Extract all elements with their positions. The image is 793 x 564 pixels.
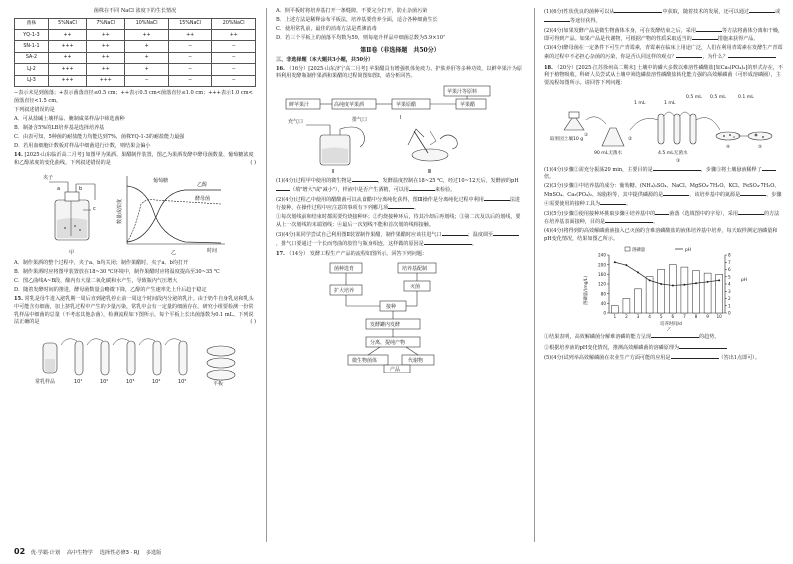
table-header-cell: 菌株 [15,18,49,29]
q18-part2: (2)(3分)步骤③中培养基的成分：葡萄糖、(NH₄)₂SO₄、NaCl、MgSO₄·7H₂O、KCl、FeSO₄·7H₂O、MnSO₄、Ca₃(PO₄)₂、琼脂粉等，其中提供磷源的是 ，该培养基中的氮源是 。步骤④需要使用的接种工具为 。 [544,183,782,207]
figure-label-yi: 乙 [171,249,177,256]
q13-options [14,116,256,151]
label-1ml-a: 1 mL [634,100,646,106]
table-cell: YQ-1-3 [15,30,49,41]
q17-blank-3[interactable] [544,17,570,22]
q17-part1: (1)(6分)性状优良的菌种可以从 中获取，随着技术的发展，还可以通过 或等途径获得。 [544,9,781,24]
q18-part3: (3)(5分)步骤⑤使用接种环挑取步骤④培养基中的 菌落（选填图中的字母），采用 的方法在培养基表面接种，目的是 。 [544,210,780,226]
dilution-tube [75,341,83,375]
q13-stem: 下列叙述错误的是 [14,106,55,113]
label-05ml-a: 0.5 mL [686,94,702,100]
option-C[interactable]: C．使用常乳前，最佳的消毒方法是煮沸消毒 [276,26,377,33]
q17-blank-6[interactable] [676,53,702,58]
bar-phosphate [635,289,642,313]
option-B[interactable]: B．上述方法是稀释涂布平板法，培养基要营养全面，适合各种细菌生长 [276,17,438,24]
flow-apple-vinegar: 苹果醋 [460,102,476,109]
table-header-cell: 20%NaCl [212,18,256,29]
flow-high-purity-wine: 高纯度苹果酒 [334,102,365,109]
label-01ml: 0.1 mL [738,94,754,100]
table-cell: − [168,64,212,75]
label-step-2: ② [628,136,633,142]
x-tick-label: 4 [648,314,651,320]
bar-phosphate [681,268,688,314]
ph-point [614,262,616,264]
q17-part2: (2)(4分)如果发酵产品是微生物菌体本身，可在发酵结束之后，采用 等方法将菌体分离和干燥，即可得到产品。如果产品是代谢物，可根据产物的性质采取适当的 措施来获得产品。 [544,27,784,43]
page-footer [14,546,161,558]
q18-source: （20分）[2025·江苏徐州高二期末] [554,64,636,71]
flow-product: 产品 [390,366,401,373]
q18-stem-line [544,65,784,88]
figure-label-I: Ⅰ [400,115,402,122]
table-cell: LJ-3 [15,75,49,86]
ph-point [683,284,685,286]
q16-part2: (2)(4分)过程乙中使用的醋酸菌可以从食醋中分离纯化获得，图Ⅲ操作是分离纯化过程中利用 法进行接种，在操作过程中应注意的事项有下列哪几项 。 [276,196,521,212]
option-A[interactable]: A．制作果酒的整个过程中，夹子a、b均关闭；制作果醋时，夹子a、b均打开 [14,259,189,266]
label-step-4: ④ [726,144,731,150]
q18-blank-3[interactable] [663,191,689,196]
table-cell: + [125,52,169,63]
q16-blank-5[interactable] [388,204,414,209]
legend-line-label: pH [685,248,692,254]
salt-table [14,18,256,87]
bar-phosphate [646,277,653,313]
q16-stem-line [276,66,524,81]
ph-point [625,265,627,267]
dilution-label: 10³ [126,378,135,385]
x-tick-label: 5 [659,314,663,320]
y-tick-label-left: 200 [598,262,606,268]
ph-point [649,280,651,282]
label-ethanol: 乙醇 [197,181,208,188]
ph-point [695,283,697,285]
label-glucose: 葡萄糖 [153,177,169,184]
table-cell: ++ [87,30,125,41]
table-cell: +++ [48,64,86,75]
dilution-diagram [35,339,235,387]
q15-figure [25,329,245,387]
table-header-cell: 7%NaCl [87,18,125,29]
table-cell: − [125,75,169,86]
q16-source: （16分）[2025·山东济宁高二月考] [286,65,368,72]
yeast-curve [127,199,221,242]
q16-blank-8[interactable] [424,240,472,245]
q18-after-3: (5)(4分)试列举高效解磷菌在农业生产方面可能的应用是 （答出1点即可）。 [544,354,760,361]
y-tick-label-left: 160 [598,272,606,278]
q18-part1: (1)(4分)步骤②需充分振荡20 min，主要目的是 ，步骤③将土壤悬液稀释了倍。 [544,166,784,182]
q15-number: 15. [14,296,23,303]
transfer-arrow [113,339,129,345]
dilution-tube [101,341,109,375]
q18-blank-7[interactable] [738,210,764,215]
flow-sterilize: 灭菌 [410,283,421,290]
footer-book: 高中生物学 [66,550,93,556]
q14-bracket: ( ) [250,159,256,166]
q18-after-1: ①结果表明，高效解磷菌分解难溶磷的能力呈现 的趋势。 [544,334,720,341]
option-B[interactable]: B．制作果酒时应将图甲装置放在18~30 ℃环境中，制作果醋时应将温度提高至30~35 ℃ [14,268,220,275]
q17-blank-5[interactable] [692,35,718,40]
q18-blank-10[interactable] [679,344,727,349]
figure-label-III: Ⅲ [428,169,432,176]
phosphate-chart [579,245,749,331]
column-3 [544,8,784,364]
flow-inoculate: 接种 [386,303,397,310]
ph-point [637,272,639,274]
part-2-title: 第Ⅱ卷（非选择题 共50分） [360,46,440,54]
ph-point [707,281,709,283]
dilution-label: 10⁵ [178,378,187,385]
flow-microbial-biomass: 微生物菌体 [352,357,378,364]
label-milk-sample: 常乳样品 [35,378,56,385]
table-cell: − [168,41,212,52]
x-tick-label: 9 [706,314,709,320]
table-header-cell: 10%NaCl [125,18,169,29]
option-A[interactable]: A．倒平板时将培养基打开一条缝隙，不要完全打开，防止杂菌污染 [276,8,428,14]
flow-tank-fermentation: 发酵罐内发酵 [370,321,401,328]
y-tick-label-right: 7 [728,260,731,266]
table-cell: − [168,52,212,63]
flow-separate-purify: 分离、提纯产物 [370,339,406,346]
y-tick-label-left: 40 [600,301,606,307]
dilution-tube [127,341,135,375]
y-tick-label-right: 5 [728,274,731,280]
q17-blank-7[interactable] [728,53,776,58]
q14-figure [35,170,235,258]
q16-streak-notes: ①每次划线前和结束时都需要灼烧接种环；②灼烧接种环后，待其冷却后再划线；③第二次及以后的划线，要从上一次划线的末端划线；④最后一次划线不能和首次划的线相接触。 [276,214,521,229]
label-step-3: ③ [676,158,681,164]
y-tick-label-right: 4 [728,282,731,288]
q18-number: 18. [544,64,553,71]
q18-blank-5[interactable] [600,200,626,205]
q18-blank-11[interactable] [671,354,719,359]
table-header-row [15,18,256,29]
x-axis-label: 培养时间/d [660,322,682,328]
legend-bar-swatch [625,247,630,251]
table-cell: ++ [125,30,169,41]
q16-blank-1[interactable] [352,177,378,182]
dilution-tube [153,341,161,375]
q16-stem: 苹果醋具有增强机体免疫力、护肤养肝等多种功效，以鲜苹果汁为原料利用发酵瓶制作果酒和果醋的过程简图如图Ⅰ，请分析回答。 [276,65,523,80]
bar-phosphate [611,306,618,313]
x-tick-label: 1 [613,314,617,320]
table-cell: +++ [48,75,86,86]
glucose-curve [127,186,221,243]
q17-flowchart [320,261,480,373]
option-D[interactable]: D．若三个平板上的菌落平均数为59，则每毫升样品中细菌总数为5.9×10⁷ [276,35,445,42]
q15-stem: 常乳是母牛进入泌乳期一周后直到泌乳停止前一周这个时间段内分泌的乳汁。由于奶牛自身乳房和乳头中可能含有细菌，加上挤乳过程中产生的少量污染，常乳中会有一定量的细菌存在。研究小组要检测一份常乳样品中细菌的总量（不考虑其他杂菌），检测流程如下图所示，每个平板上长出菌落数为0.1 mL。下列说法正确的是 [14,296,254,326]
table-cell: − [212,41,256,52]
q15-options [276,8,524,43]
y-tick-label-right: 2 [728,296,731,302]
label-step-1: ① [584,132,589,138]
streak-III [408,129,457,175]
y-tick-label-left: 0 [603,311,606,317]
transfer-arrow [165,339,181,345]
footer-series: 优·学霸·计划 [30,550,61,556]
q16-blank-6[interactable] [442,231,468,236]
label-time: 时间 [207,247,218,254]
page-number: 02 [14,547,26,556]
label-b: b [79,185,83,192]
q16-blank-7[interactable] [493,231,519,236]
q15-bracket: ( ) [250,319,256,326]
table-cell: ++ [168,30,212,41]
dilution-label: 10¹ [74,378,83,385]
footer-sub: 多选版 [145,550,162,556]
q14-source: [2025·山东临沂高二月考] [24,152,84,159]
table-cell: ++ [48,52,86,63]
table-cell: ++ [87,64,125,75]
table-cell: + [125,41,169,52]
q17-part3: (3)(4分)酵母菌在一定条件下可生产青霉素，青霉素在临床上用途广泛，人们在利用青霉素在发酵生产青霉素的过程中不必担心杂菌的污染，你是否认同这样的观点？ ，为什么？ [544,45,783,60]
label-yeast: 酵母菌 [195,195,211,202]
footer-edition: 选择性必修3 · RJ [99,550,140,556]
dilution-label: 10⁴ [152,378,161,385]
curve-diagram [116,176,225,256]
table-cell: SA-2 [15,52,49,63]
x-tick-label: 6 [671,314,675,320]
ph-point [672,285,674,287]
table-cell: + [125,64,169,75]
q18-part4: (4)(4分)将得到的高效解磷菌液接入已灭菌的含难溶磷酸盐的液体培养基中培养，每天取样测定溶磷量和pH变化情况，结果如图乙所示。 [544,228,778,242]
flow-medium-prep: 培养基配制 [402,265,428,272]
ph-point [718,280,720,282]
y-tick-label-left: 240 [598,253,606,259]
q16-figure [280,83,520,175]
y-axis-label-left: 溶磷量/(mg/L) [584,276,589,306]
bar-phosphate [704,274,711,314]
table-cell: ++ [87,41,125,52]
label-step-5: ⑤ [758,144,763,150]
transfer-arrow [87,339,103,345]
table-row [15,30,256,41]
y-tick-label-right: 0 [728,311,731,317]
flow-fresh-juice: 鲜苹果汁 [289,102,310,109]
q16-blank-3[interactable] [409,186,435,191]
flow-metabolite: 代谢物 [408,357,424,364]
q14-stem: 如图甲为果酒、果醋制作装置，图乙为果酒发酵中酵母菌数量、葡萄糖浓度和乙醇浓度的变化曲线。下列叙述错误的是 [14,152,254,166]
table-cell: − [168,75,212,86]
label-plate: 平板 [213,380,224,387]
table-note: −表示未见到菌落；+表示菌落直径≤0.5 cm；++表示0.5 cm<菌落直径≤1.0 cm；+++表示1.0 cm<菌落直径<1.5 cm。 [14,89,253,104]
q14-stem-line [14,152,256,167]
flow-juice-materials: 苹果汁等原料 [447,89,478,96]
q17-stem: 发酵工程生产产品的流程如图所示。回答下列问题： [309,251,428,258]
label-exhaust: 排气口 [352,117,368,124]
q18-after-2: ②根据培养液的pH变化情况，推测高效解磷菌的溶磷原理为 [544,344,784,353]
label-a: a [57,185,61,192]
q16-part1: (1)(4分)过程甲中使用的微生物是 ，发酵温度控制在18~25 ℃，经过10~12天后，发酵液的pH（填"增大"或"减小"），样液中是否产生酒精，可以用 来检验。 [276,178,519,193]
table-cell: ++ [48,30,86,41]
column-1 [14,8,256,389]
q18-blank-6[interactable] [655,210,669,215]
q17-number: 17. [276,251,285,258]
figure-label-II: Ⅱ [332,169,335,176]
column-divider-1 [266,8,267,542]
label-45ml-water: 4.5 mL无菌水 [658,150,688,156]
label-clip: 夹子 [43,174,54,181]
section-header: 三、非选择题（本大题共3小题，共50分） [276,56,374,63]
table-cell: LJ-2 [15,64,49,75]
q14-number: 14. [14,152,23,159]
y-tick-label-right: 6 [728,267,731,273]
q18-blank-9[interactable] [651,333,699,338]
q18-blank-8[interactable] [605,218,653,223]
q16-number: 16. [276,65,285,72]
q18-blank-4[interactable] [740,191,766,196]
ph-line [615,263,719,286]
label-05ml-b: 0.5 mL [710,94,726,100]
chart-caption: 乙 [667,328,672,332]
column-divider-2 [534,8,535,542]
q15-stem-line [14,296,256,327]
table-header-cell: 15%NaCl [168,18,212,29]
label-air-inlet: 充气口 [288,119,304,126]
fermenter-diagram [43,174,96,256]
bar-phosphate [623,299,630,314]
q14-options [14,260,256,295]
table-cell: − [212,75,256,86]
table-row [15,64,256,75]
label-1ml-b: 1 mL [664,100,676,106]
table-cell: SN-1-1 [15,41,49,52]
y-tick-label-right: 3 [728,289,731,295]
q17-blank-2[interactable] [749,8,775,13]
transfer-arrow [61,339,77,345]
flow-scale-up: 扩大培养 [334,287,355,294]
bar-phosphate [669,265,676,313]
ph-point [660,283,662,285]
y-tick-label-right: 8 [728,253,731,259]
q17-blank-4[interactable] [696,27,722,32]
figure-label-jia: 甲 [69,249,75,256]
table-cell: ++ [212,30,256,41]
x-tick-label: 2 [625,314,628,320]
table-cell: +++ [48,41,86,52]
column-2 [276,8,524,375]
option-B[interactable]: B．制备含5%的LB培养基是选择培养基 [14,124,105,131]
table-row [15,41,256,52]
option-C[interactable]: C．图乙曲线A~B段，酿内有大量二氧化碳和水产生，导致瓶内气压增大 [14,277,178,284]
option-D[interactable]: D．随着发酵时间的推进，酵母菌数量会略微下降，乙醇的产生速率先上升后趋于稳定 [14,286,207,293]
fermenter-II [288,116,367,175]
x-tick-label: 8 [694,314,698,320]
y-tick-label-left: 120 [598,282,606,288]
q17-source: （14分） [286,251,309,258]
dilution-label: 10² [100,378,109,385]
q18-blank-1[interactable] [653,166,701,171]
option-D[interactable]: D．若用血细胞计数板对样品中细菌进行计数，则结果会偏小 [14,142,151,149]
x-tick-label: 10 [716,314,722,320]
transfer-arrow [139,339,155,345]
table-cell: − [212,64,256,75]
option-A[interactable]: A．可从盐碱土壤样品、腌制咸菜样品中筛选菌种 [14,115,125,122]
label-90ml-water: 90 mL无菌水 [594,150,623,156]
flow-strain-breeding: 菌种选育 [334,265,355,272]
table-row [15,75,256,86]
label-soil-sample: 取果园土壤10 g [550,136,584,142]
dilution-tube [179,341,187,375]
table-cell: ++ [87,52,125,63]
q18-figure [550,90,778,164]
table-caption: 菌株在不同 NaCl 浓度下的生长情况 [93,8,177,14]
x-tick-label: 3 [636,314,640,320]
q17-stem-line [276,251,524,259]
q17-blank-1[interactable] [614,8,662,13]
q16-part3: (3)(4分)某同学尝试自己利用图Ⅱ装置制作果醋，制作果醋时应该往进气口 ；温度调至，排气口要通过一个长而弯曲的胶管与瓶身相连，这样做的原因是 。 [276,231,524,248]
x-tick-label: 7 [683,314,686,320]
q16-blank-2[interactable] [276,186,290,191]
table-cell: +++ [87,75,125,86]
y-tick-label-right: 1 [728,303,731,309]
legend-bar-label: 溶磷量 [632,248,646,254]
bar-phosphate [658,270,665,314]
y-tick-label-left: 80 [600,291,606,297]
option-C[interactable]: C．由表可知，5种菌的耐盐能力均能达到7%，菌株YQ-1-3的耐盐能力最强 [14,133,185,140]
bar-phosphate [693,271,700,313]
q18-stem: 土壤中的磷大多数以难溶性磷酸盐[如Ca₃(PO₄)₂]的形式存在，不利于植物吸收。科研人员尝试从土壤中筛选磷盐溶性磷酸盐转化能力强的高效解磷菌（可形成溶磷圈），主要流程如图所示。请回答下列问题： [544,64,783,86]
table-row [15,52,256,63]
table-cell: − [212,52,256,63]
label-c: c [93,205,96,212]
table-header-cell: 5%NaCl [48,18,86,29]
label-ylabel: 数量或浓度 [117,198,123,224]
q16-blank-4[interactable] [484,196,510,201]
y-axis-label-right: pH [741,278,748,284]
q18-blank-2[interactable] [762,166,776,171]
flow-raw-vinegar: 苹果原醋 [396,102,417,109]
